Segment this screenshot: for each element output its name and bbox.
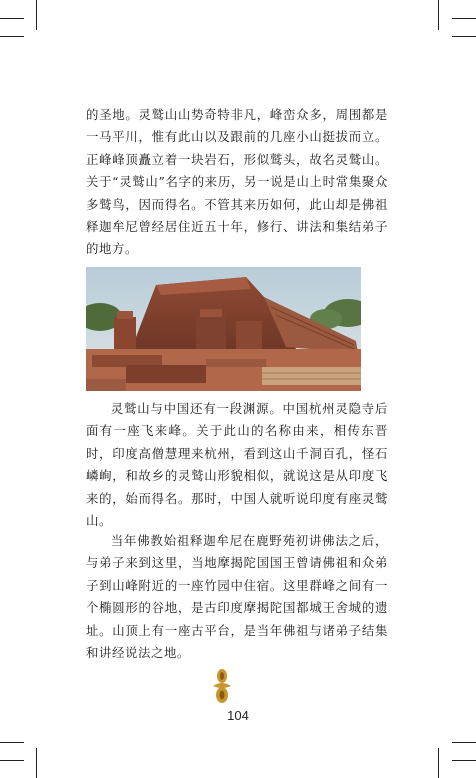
paragraph-2: 灵鹫山与中国还有一段渊源。中国杭州灵隐寺后面有一座飞来峰。关于此山的名称由来，相传东晋时，印度高僧慧理来杭州，看到这山千洞百孔，怪石嶙峋，和故乡的灵鹫山形貌相似，就说这是从印度飞来的，始而得名。那时，中国人就听说印度有座灵鹫山。 (86, 401, 388, 529)
nalanda-ruins-photo (86, 267, 361, 391)
paragraph-1: 的圣地。灵鹫山山势奇特非凡，峰峦众多，周围都是一马平川，惟有此山以及跟前的几座小山挺拔而立。正峰峰顶矗立着一块岩石，形似鹫头，故名灵鹫山。关于“灵鹫山”名字的来历，另一说是山上时常集聚众多鹫鸟，因而得名。不管其来历如何，此山却是佛祖释迦牟尼曾经居住近五十年，修行、讲法和集结弟子的地方。 (86, 107, 388, 257)
page-number: 104 (227, 708, 249, 723)
lotus-ornament-icon (210, 668, 234, 704)
paragraph-3: 当年佛教始祖释迦牟尼在鹿野苑初讲佛法之后，与弟子来到这里，当地摩揭陀国国王曾请佛祖和众弟子到山峰附近的一座竹园中住宿。这里群峰之间有一个椭圆形的谷地，是古印度摩揭陀国都城王舍城的遗址。山顶上有一座古平台，是当年佛祖与诸弟子结集和讲经说法之地。 (86, 533, 388, 661)
